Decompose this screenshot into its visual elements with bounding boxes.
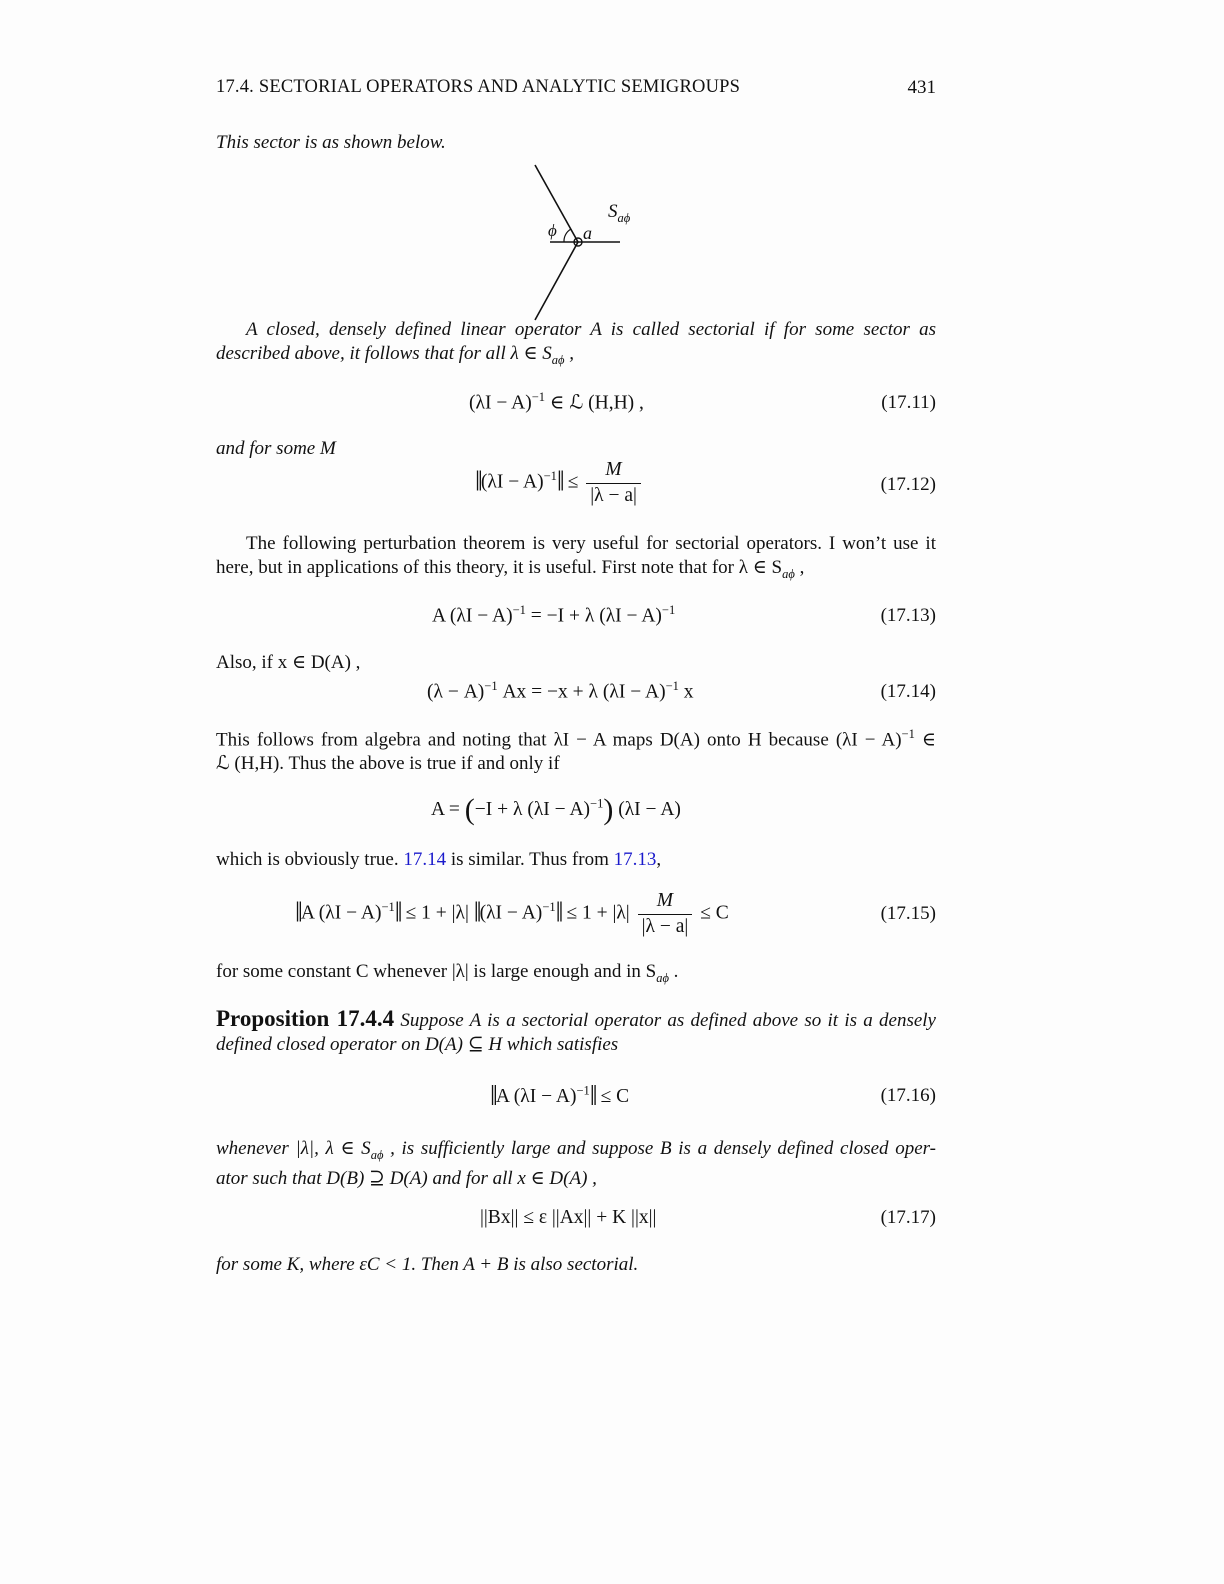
equation-17-11: $(\lambda I - A)^{-1}$ ∈ ℒ (H,H) , (469, 390, 644, 414)
equation-number-17-12: (17.12) (880, 474, 936, 495)
obviously-true-line: which is obviously true. 17.14 is similar. Thus from 17.13, (216, 849, 662, 870)
page-number: 431 (907, 77, 936, 98)
sector-lower-ray (535, 242, 578, 320)
proposition-line-2: defined closed operator on D(A) ⊆ H which satisfies (216, 1034, 619, 1055)
algebra-line-1: This follows from algebra and noting that λI − A maps D(A) onto H because $(\lambda I - A)^{-1}$ ∈ (216, 727, 936, 751)
algebra-line-2: ℒ (H,H). Thus the above is true if and only if (216, 753, 560, 775)
whenever-line-2: ator such that D(B) ⊇ D(A) and for all x ∈ D(A) , (216, 1167, 597, 1189)
equation-17-17: ||Bx|| ≤ ε ||Ax|| + K ||x|| (480, 1207, 657, 1228)
equation-number-17-11: (17.11) (881, 392, 936, 413)
running-header: 17.4. SECTORIAL OPERATORS AND ANALYTIC SEMIGROUPS (216, 77, 741, 97)
angle-arc (564, 229, 571, 242)
perturbation-line-2: here, but in applications of this theory, it is useful. First note that for λ ∈ $S_{a\phi}$ , (216, 557, 805, 581)
equation-number-17-17: (17.17) (880, 1207, 936, 1228)
and-for-some-m: and for some M (216, 438, 336, 459)
equation-factorization: A = (−I + λ $(\lambda I - A)^{-1}$) (λI − A) (431, 793, 681, 826)
equation-17-14: $(\lambda - A)^{-1}$ Ax = −x + λ $(\lambda I - A)^{-1}$ x (427, 679, 694, 703)
vertex-a-label: a (583, 223, 592, 243)
equation-17-16: ‖A $(\lambda I - A)^{-1}‖ \le C$ (490, 1081, 630, 1112)
sector-label: $S_{a\phi}$ (608, 201, 631, 225)
conclusion-line: for some K, where εC < 1. Then A + B is also sectorial. (216, 1254, 639, 1275)
perturbation-line-1: The following perturbation theorem is very useful for sectorial operators. I won’t use it (246, 533, 936, 554)
link-17-14[interactable]: 17.14 (403, 849, 447, 870)
whenever-line-1: whenever |λ|, λ ∈ $S_{a\phi}$ , is sufficiently large and suppose B is a densely defined closed oper- (216, 1138, 936, 1162)
intro-sentence: This sector is as shown below. (216, 132, 446, 153)
definition-line-1: A closed, densely defined linear operator A is called sectorial if for some sector as (246, 319, 936, 340)
proposition-block (216, 1007, 936, 1057)
whenever-paragraph (216, 1137, 936, 1191)
equation-number-17-14: (17.14) (880, 681, 936, 702)
equation-17-15: ‖A $(\lambda I - A)^{-1}‖ \le 1 + |\lambda|$ ‖(λI − A)$^{-1}$‖ ≤ 1 + |λ| $\frac{M}{|\lambda - a|}$ ≤ C (295, 890, 729, 937)
angle-phi-label: ϕ (548, 221, 557, 240)
sector-diagram-svg (520, 160, 660, 330)
equation-number-17-16: (17.16) (880, 1085, 936, 1106)
equation-17-13: A $(\lambda I - A)^{-1} = -I + \lambda$ $(\lambda I - A)^{-1}$ (432, 603, 676, 627)
equation-number-17-15: (17.15) (880, 903, 936, 924)
sector-diagram (520, 160, 660, 330)
equation-number-17-13: (17.13) (880, 605, 936, 626)
algebra-paragraph (216, 722, 936, 776)
proposition-title: Proposition 17.4.4 (216, 1006, 395, 1031)
also-if-line: Also, if x ∈ D(A) , (216, 652, 361, 673)
equation-17-12: ‖(λI − A)$^{-1}$‖ ≤ $\frac{M}{|\lambda - a|}$ (475, 459, 644, 507)
perturbation-paragraph (216, 532, 936, 586)
link-17-13[interactable]: 17.13 (613, 849, 657, 870)
proposition-line-1: Proposition 17.4.4 Suppose A is a sectorial operator as defined above so it is a densely (216, 1006, 936, 1031)
definition-line-2: described above, it follows that for all λ ∈ $S_{a\phi}$ , (216, 343, 575, 367)
constant-c-line: for some constant C whenever |λ| is large enough and in $S_{a\phi}$ . (216, 961, 679, 985)
definition-paragraph (216, 318, 936, 372)
